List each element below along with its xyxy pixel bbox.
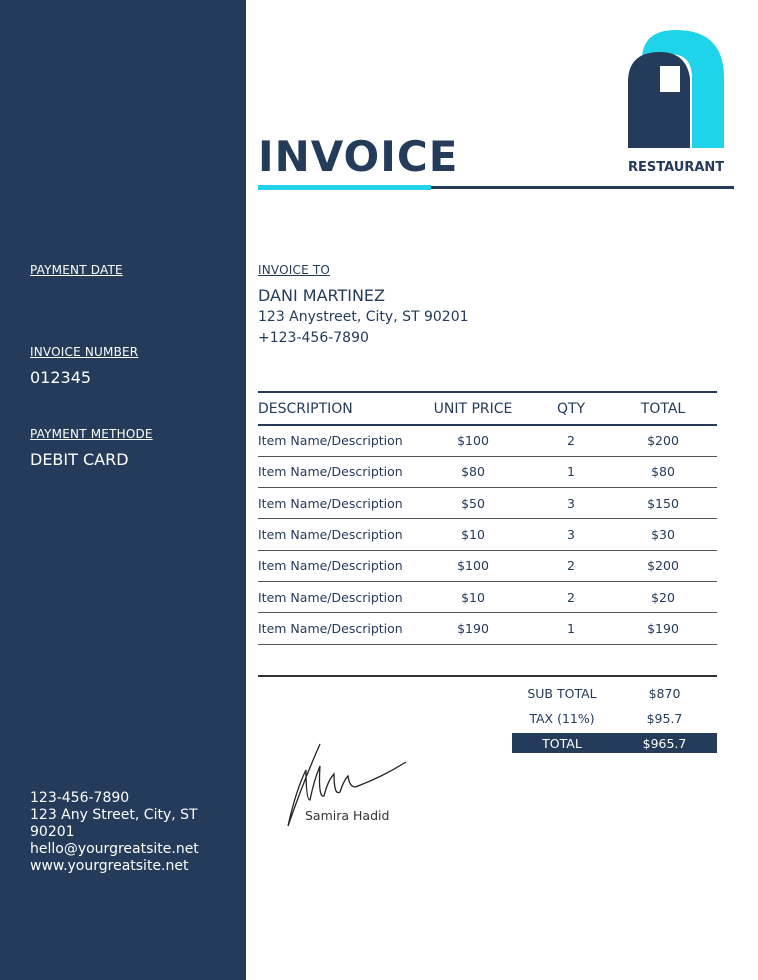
- invoice-number: 012345: [30, 368, 92, 387]
- col-total: TOTAL: [609, 392, 717, 425]
- col-description: DESCRIPTION: [258, 392, 413, 425]
- total-value: $965.7: [642, 735, 687, 751]
- cell-qty: 2: [533, 550, 609, 581]
- table-row: [258, 488, 717, 519]
- subtotal-row: [512, 683, 717, 703]
- cell-total: $190: [609, 613, 717, 644]
- client-address: 123 Anystreet, City, ST 90201: [258, 309, 469, 325]
- invoice-number-label: INVOICE NUMBER: [30, 345, 139, 359]
- payment-method-label: PAYMENT METHODE: [30, 427, 153, 441]
- cell-unit-price: $10: [413, 581, 533, 612]
- col-qty: QTY: [533, 392, 609, 425]
- cell-unit-price: $80: [413, 456, 533, 487]
- table-row: [258, 581, 717, 612]
- cell-total: $150: [609, 488, 717, 519]
- cell-description: Item Name/Description: [258, 425, 413, 456]
- cell-description: Item Name/Description: [258, 613, 413, 644]
- table-row: [258, 456, 717, 487]
- cell-unit-price: $10: [413, 519, 533, 550]
- contact-email: hello@yourgreatsite.net: [30, 841, 199, 857]
- cell-total: $200: [609, 550, 717, 581]
- payment-date-label: PAYMENT DATE: [30, 263, 123, 277]
- sidebar: [0, 0, 246, 980]
- cell-qty: 1: [533, 613, 609, 644]
- cell-total: $20: [609, 581, 717, 612]
- cell-unit-price: $190: [413, 613, 533, 644]
- subtotal-value: $870: [648, 685, 681, 701]
- signer-name: Samira Hadid: [305, 808, 390, 823]
- contact-website: www.yourgreatsite.net: [30, 858, 189, 874]
- restaurant-logo-icon: [626, 30, 726, 148]
- contact-info: [30, 790, 246, 875]
- table-row: [258, 613, 717, 644]
- table-row: [258, 425, 717, 456]
- cell-total: $30: [609, 519, 717, 550]
- cell-description: Item Name/Description: [258, 519, 413, 550]
- cell-qty: 3: [533, 519, 609, 550]
- payment-method: DEBIT CARD: [30, 450, 129, 469]
- cell-description: Item Name/Description: [258, 456, 413, 487]
- items-table: [258, 391, 717, 645]
- total-label: TOTAL: [542, 735, 582, 751]
- cell-description: Item Name/Description: [258, 550, 413, 581]
- cell-unit-price: $50: [413, 488, 533, 519]
- cell-qty: 3: [533, 488, 609, 519]
- invoice-to-label: INVOICE TO: [258, 263, 331, 277]
- cell-description: Item Name/Description: [258, 581, 413, 612]
- page-title: INVOICE: [258, 132, 459, 181]
- table-row: [258, 550, 717, 581]
- cell-qty: 2: [533, 581, 609, 612]
- title-accent-bar: [258, 185, 431, 190]
- table-row: [258, 519, 717, 550]
- tax-label: TAX (11%): [529, 710, 595, 726]
- cell-unit-price: $100: [413, 550, 533, 581]
- tax-value: $95.7: [646, 710, 683, 726]
- total-row: [512, 733, 717, 753]
- cell-total: $80: [609, 456, 717, 487]
- table-header: [258, 392, 717, 425]
- col-unit-price: UNIT PRICE: [413, 392, 533, 425]
- cell-total: $200: [609, 425, 717, 456]
- title-divider: [431, 186, 734, 189]
- brand-name: RESTAURANT: [628, 160, 725, 175]
- client-name: DANI MARTINEZ: [258, 286, 385, 305]
- totals-divider: [258, 675, 717, 677]
- cell-description: Item Name/Description: [258, 488, 413, 519]
- contact-phone: 123-456-7890: [30, 790, 130, 806]
- cell-qty: 2: [533, 425, 609, 456]
- tax-row: [512, 708, 717, 728]
- client-phone: +123-456-7890: [258, 330, 369, 346]
- cell-unit-price: $100: [413, 425, 533, 456]
- subtotal-label: SUB TOTAL: [527, 685, 597, 701]
- cell-qty: 1: [533, 456, 609, 487]
- contact-address: 123 Any Street, City, ST 90201: [30, 807, 198, 840]
